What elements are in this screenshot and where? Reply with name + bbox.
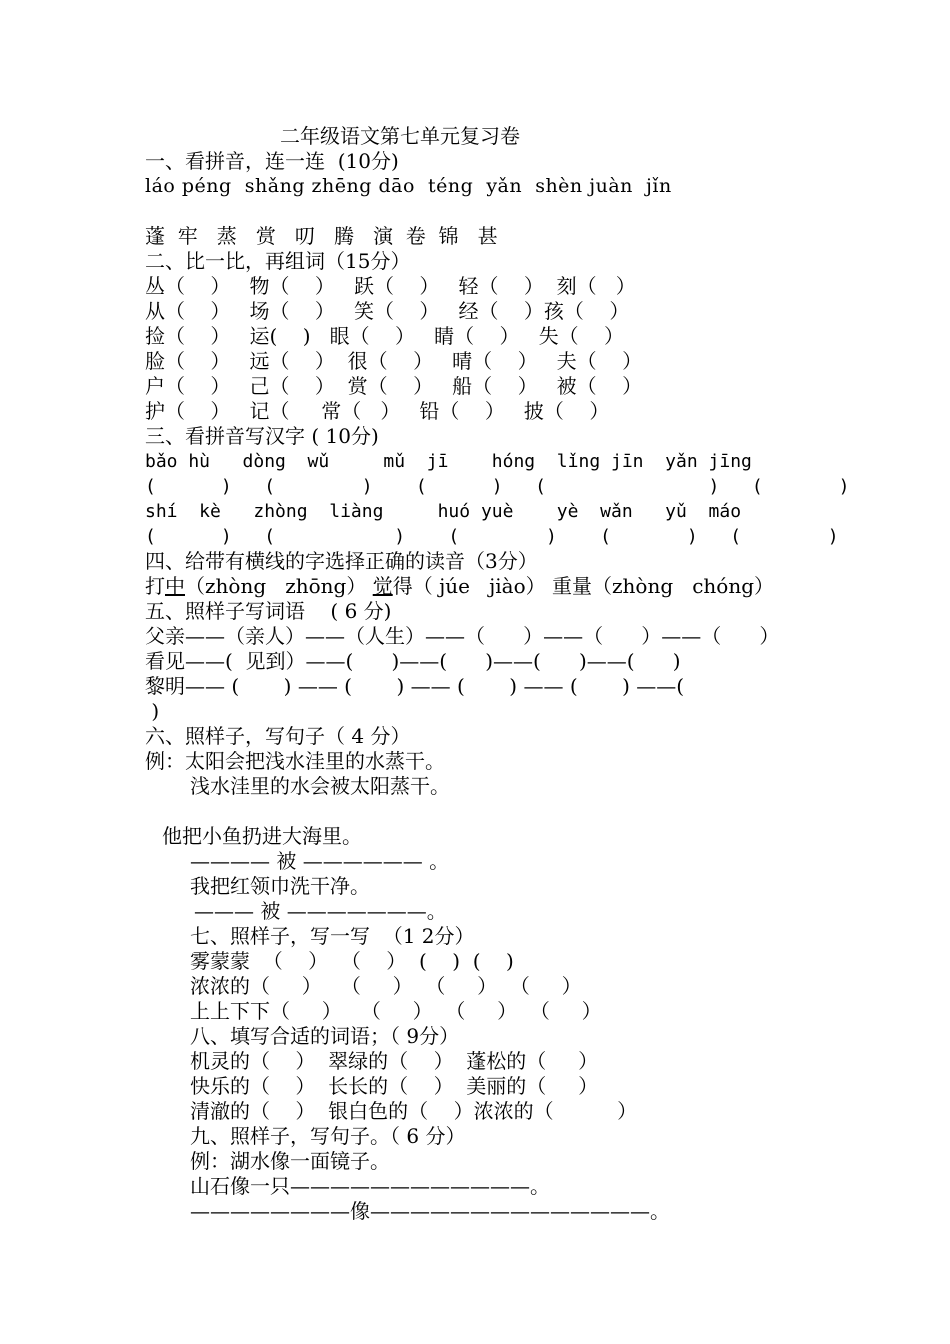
q4-underlined-char: 中 [165,574,185,598]
q5-heading: 五、照样子写词语 ( 6 分) [145,599,392,623]
q9-example: 例：湖水像一面镜子。 [190,1149,390,1173]
q7-heading: 七、照样子，写一写 （1 2分） [190,924,475,948]
q3-heading: 三、看拼音写汉字 ( 10分) [145,424,379,448]
q7-row: 上上下下（ ） （ ） （ ） （ ） [190,999,602,1023]
q7-row: 浓浓的（ ） （ ） （ ） （ ） [190,974,582,998]
q3-pinyin-row: shí kè zhòng liàng huó yuè yè wǎn yǔ máo [145,501,742,522]
q8-row: 清澈的（ ） 银白色的（ ）浓浓的（ ） [190,1099,638,1123]
q5-row: 看见——( 见到）——( )——( )——( )——( ) [145,649,681,673]
q6-fill-line: ——— 被 ———————。 [194,899,447,923]
q6-fill-line: ———— 被 —————— 。 [190,849,450,873]
q1-heading: 一、看拼音，连一连 (10分) [145,149,399,173]
q8-row: 快乐的（ ） 长长的（ ） 美丽的（ ） [190,1074,599,1098]
q4-heading: 四、给带有横线的字选择正确的读音（3分） [145,549,538,573]
q5-row: 父亲——（亲人）——（人生）——（ ）——（ ）——（ ） [145,624,780,648]
q2-heading: 二、比一比，再组词（15分） [145,249,411,273]
q4-options: （zhòng zhōng） [185,574,373,598]
q6-sentence: 他把小鱼扔进大海里。 [162,824,362,848]
q8-heading: 八、填写合适的词语；（ 9分） [190,1024,460,1048]
q2-row: 捡（ ） 运( ) 眼（ ） 睛（ ） 失（ ） [145,324,625,348]
q5-row-continued: ) [145,699,160,723]
q9-sentence: ————————像——————————————。 [190,1199,670,1223]
q2-row: 护（ ） 记（ 常（ ） 铅（ ） 披（ ） [145,399,610,423]
q5-row: 黎明—— ( ) —— ( ) —— ( ) —— ( ) ——( [145,674,685,698]
q9-sentence: 山石像一只————————————。 [190,1174,550,1198]
q2-row: 户（ ） 己（ ） 赏（ ） 船（ ） 被（ ） [145,374,643,398]
q4-prefix: 打 [145,574,165,598]
q4-row [145,574,774,599]
q7-row: 雾蒙蒙 （ ） （ ） ( ) ( ) [190,949,514,973]
q6-heading: 六、照样子，写句子（ 4 分） [145,724,411,748]
q2-row: 脸（ ） 远（ ） 很（ ） 晴（ ） 夫（ ） [145,349,643,373]
q1-pinyin-row: láo péng shǎng zhēng dāo téng yǎn shèn juàn jǐn [145,175,672,197]
q2-row: 从（ ） 场（ ） 笑（ ） 经（ ）孩（ ） [145,299,630,323]
q3-pinyin-row: bǎo hù dòng wǔ mǔ jī hóng lǐng jīn yǎn jīng [145,451,752,472]
q3-blank-row: ( ) ( ) ( ) ( ) ( ) [145,476,850,497]
q4-options: 得（ júe jiào） 重量（zhòng chóng） [392,574,775,598]
q6-example: 例：太阳会把浅水洼里的水蒸干。 [145,749,445,773]
q3-blank-row: ( ) ( ) ( ) ( ) ( ) [145,526,839,547]
page-title: 二年级语文第七单元复习卷 [280,124,520,148]
q1-chars-row: 蓬 牢 蒸 赏 叨 腾 演 卷 锦 甚 [145,224,498,248]
q4-underlined-char: 觉 [372,574,393,598]
q8-row: 机灵的（ ） 翠绿的（ ） 蓬松的（ ） [190,1049,599,1073]
q9-heading: 九、照样子，写句子。（ 6 分） [190,1124,466,1148]
q6-sentence: 我把红领巾洗干净。 [190,874,370,898]
q2-row: 丛（ ） 物（ ） 跃（ ） 轻（ ） 刻（ ） [145,274,636,298]
q6-example: 浅水洼里的水会被太阳蒸干。 [190,774,450,798]
